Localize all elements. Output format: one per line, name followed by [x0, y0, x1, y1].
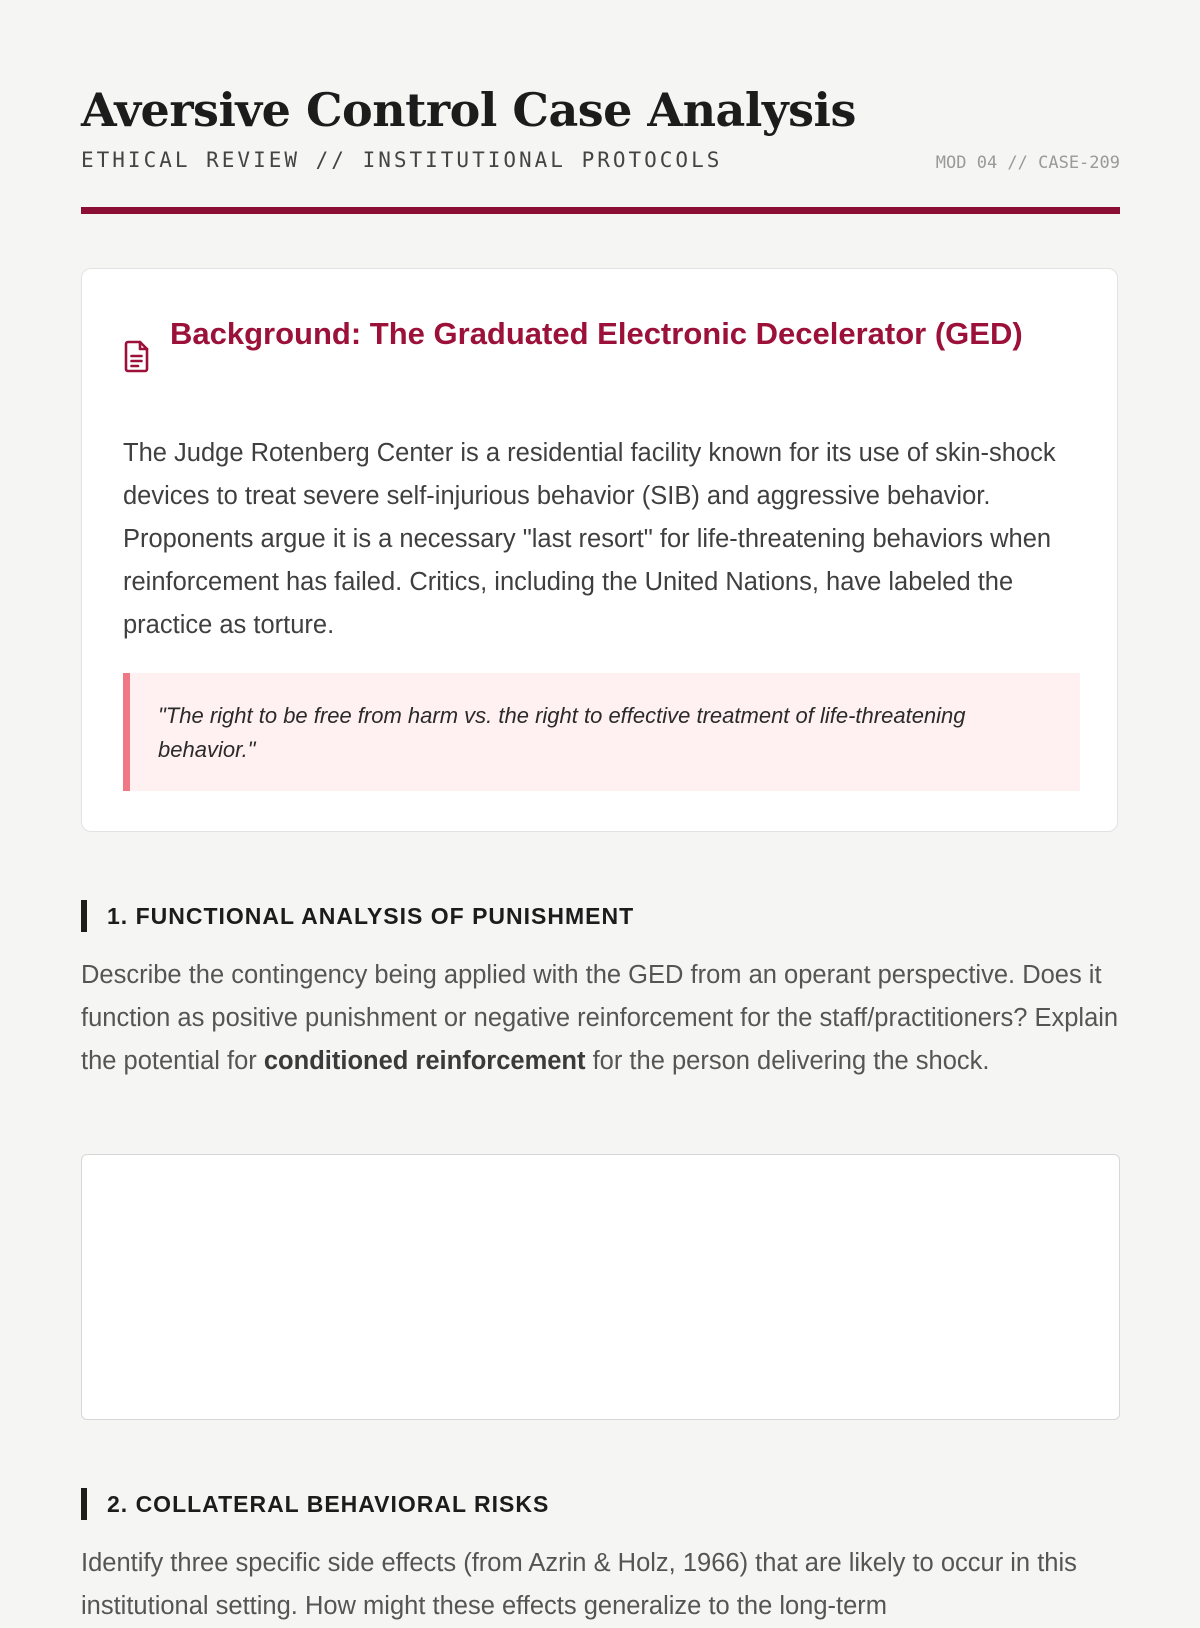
question-1-heading — [81, 900, 1120, 932]
question-1-prompt-start: Describe the contingency being applied with the GED from an operant perspective. Does it function as positive punishment or negative reinforcement for the staff/practitioners? Explain the potential for — [81, 961, 1119, 1075]
question-2-heading — [81, 1488, 1120, 1520]
heading-bar — [81, 1488, 87, 1520]
document-icon — [122, 339, 152, 373]
quote-text: "The right to be free from harm vs. the right to effective treatment of life-threatening behavior." — [158, 703, 966, 762]
question-2-prompt: Identify three specific side effects (from Azrin & Holz, 1966) that are likely to occur in this institutional setting. How might these effects generalize to the long-term — [81, 1549, 1077, 1620]
background-title: Background: The Graduated Electronic Decelerator (GED) — [170, 316, 1023, 351]
page-subtitle: ETHICAL REVIEW // INSTITUTIONAL PROTOCOLS — [81, 148, 723, 172]
background-body: The Judge Rotenberg Center is a residential facility known for its use of skin-shock devices to treat severe self-injurious behavior (SIB) and aggressive behavior. Proponents argue it is a necessary "last resort" for life-threatening behaviors when reinforcement has failed. Critics, including the United Nations, have labeled the practice as torture. — [123, 439, 1056, 639]
question-1-prompt-end: for the person delivering the shock. — [585, 1047, 990, 1075]
page — [81, 0, 1120, 1620]
question-1-answer-field[interactable] — [81, 1154, 1120, 1420]
question-1-prompt-emphasis: conditioned reinforcement — [263, 1047, 586, 1075]
heading-bar — [81, 900, 87, 932]
page-title: Aversive Control Case Analysis — [81, 83, 856, 137]
question-2-title: 2. COLLATERAL BEHAVIORAL RISKS — [107, 1491, 550, 1517]
case-id-label: MOD 04 // CASE-209 — [935, 153, 1120, 173]
question-1-title: 1. FUNCTIONAL ANALYSIS OF PUNISHMENT — [107, 903, 635, 929]
background-card — [81, 268, 1118, 832]
background-quote — [123, 673, 1080, 791]
page-header — [81, 0, 1120, 214]
question-1-prompt — [81, 954, 1120, 1083]
header-divider — [81, 207, 1120, 214]
